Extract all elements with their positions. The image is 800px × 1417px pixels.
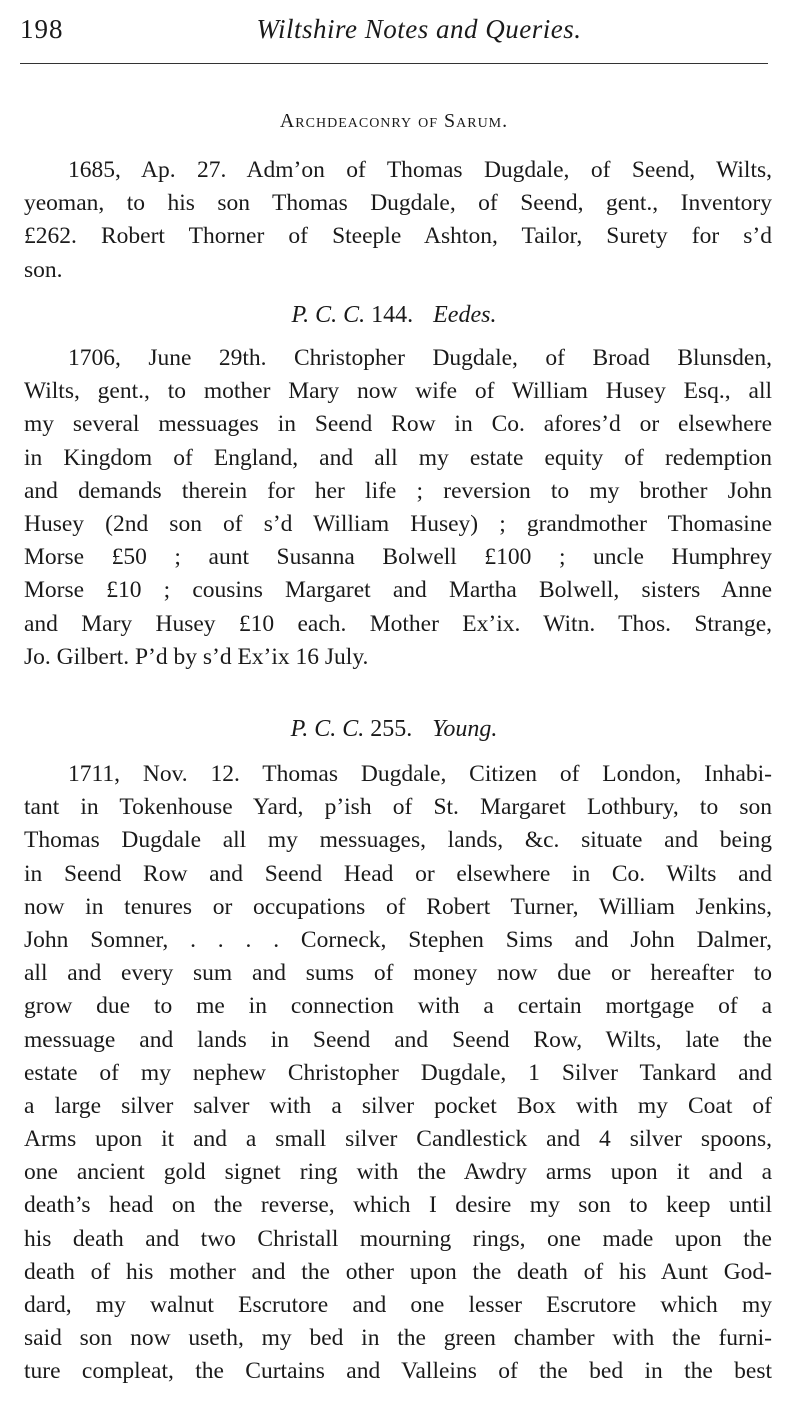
text-line: Husey (2nd son of s’d William Husey) ; grandmother Thomasine: [24, 510, 772, 537]
page-number: 198: [20, 14, 64, 44]
text-line: now in tenures or occupations of Robert Turner, William Jenkins,: [24, 893, 772, 920]
entry-1685: [24, 154, 772, 287]
text-line: estate of my nephew Christopher Dugdale, 1 Silver Tankard and: [24, 1059, 772, 1086]
text-line: and demands therein for her life ; reversion to my brother John: [24, 477, 772, 504]
text-line: death of his mother and the other upon the death of his Aunt God-: [24, 1258, 772, 1285]
text-line: and Mary Husey £10 each. Mother Ex’ix. Witn. Thos. Strange,: [24, 610, 772, 637]
text-line: his death and two Christall mourning rings, one made upon the: [24, 1225, 772, 1252]
text-line: Arms upon it and a small silver Candlestick and 4 silver spoons,: [24, 1126, 772, 1153]
text-line: 1685, Ap. 27. Adm’on of Thomas Dugdale, of Seend, Wilts,: [68, 157, 772, 183]
pcc-ref: P. C. C.: [290, 716, 365, 742]
entry-1706: [24, 342, 772, 674]
text-line: dard, my walnut Escrutore and one lesser Escrutore which my: [24, 1292, 772, 1318]
text-line: 1706, June 29th. Christopher Dugdale, of Broad Blunsden,: [68, 345, 772, 371]
pcc-number: 144.: [371, 302, 414, 328]
text-line: my several messuages in Seend Row in Co. afores’d or elsewhere: [24, 411, 772, 438]
pcc-heading-eedes: [20, 302, 768, 329]
text-line: all and every sum and sums of money now due or hereafter to: [24, 960, 772, 987]
pcc-name: Young.: [432, 716, 498, 742]
text-line: ture compleat, the Curtains and Valleins of the bed in the best: [24, 1358, 772, 1385]
text-line: Morse £10 ; cousins Margaret and Martha Bolwell, sisters Anne: [24, 577, 772, 604]
archdeaconry-heading: Archdeaconry of Sarum.: [279, 110, 509, 132]
text-line: Jo. Gilbert. P’d by s’d Ex’ix 16 July.: [24, 643, 369, 670]
text-line: in Seend Row and Seend Head or elsewhere in Co. Wilts and: [24, 860, 772, 887]
text-line: tant in Tokenhouse Yard, p’ish of St. Margaret Lothbury, to son: [24, 794, 772, 821]
running-head: [20, 12, 768, 56]
text-line: £262. Robert Thorner of Steeple Ashton, Tailor, Surety for s’d: [24, 223, 772, 250]
text-line: said son now useth, my bed in the green chamber with the furni-: [24, 1325, 772, 1352]
text-line: in Kingdom of England, and all my estate equity of redemption: [24, 444, 772, 471]
text-line: one ancient gold signet ring with the Awdry arms upon it and a: [24, 1159, 772, 1186]
pcc-number: 255.: [370, 716, 413, 742]
journal-title: Wiltshire Notes and Queries.: [256, 14, 582, 44]
text-line: death’s head on the reverse, which I desire my son to keep until: [24, 1192, 772, 1219]
text-line: grow due to me in connection with a certain mortgage of a: [24, 993, 772, 1020]
pcc-heading-young: [20, 716, 768, 743]
text-line: Wilts, gent., to mother Mary now wife of William Husey Esq., all: [24, 378, 772, 405]
pcc-name: Eedes.: [433, 302, 497, 328]
text-line: 1711, Nov. 12. Thomas Dugdale, Citizen of London, Inhabi-: [68, 761, 772, 787]
text-line: a large silver salver with a silver pocket Box with my Coat of: [24, 1092, 772, 1119]
text-line: Morse £50 ; aunt Susanna Bolwell £100 ; uncle Humphrey: [24, 544, 772, 571]
text-line: messuage and lands in Seend and Seend Row, Wilts, late the: [24, 1026, 772, 1053]
pcc-ref: P. C. C.: [291, 302, 366, 328]
header-rule: [20, 63, 768, 64]
entry-1711: [24, 758, 772, 1389]
text-line: John Somner, . . . . Corneck, Stephen Sims and John Dalmer,: [24, 926, 772, 953]
text-line: yeoman, to his son Thomas Dugdale, of Seend, gent., Inventory: [24, 190, 772, 217]
text-line: Thomas Dugdale all my messuages, lands, &c. situate and being: [24, 827, 772, 854]
text-line: son.: [24, 256, 63, 283]
